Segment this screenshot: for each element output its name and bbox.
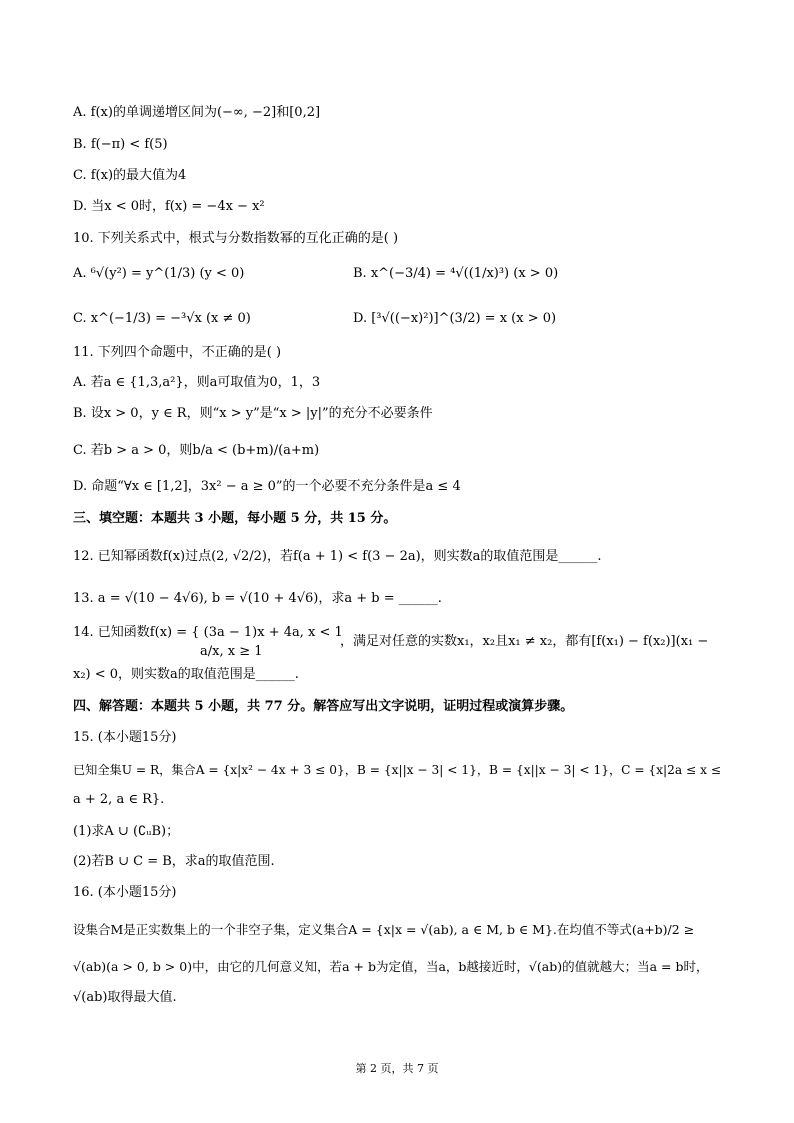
option-b-q11: B. 设x > 0，y ∈ R，则“x > y”是“x > |y|”的充分不必要条件 bbox=[73, 406, 433, 421]
option-c-q11: C. 若b > a > 0，则b/a < (b+m)/(a+m) bbox=[73, 443, 320, 458]
question-14-case-2: a/x, x ≥ 1 bbox=[200, 644, 263, 659]
option-a-q9: A. f(x)的单调递增区间为(−∞, −2]和[0,2] bbox=[73, 105, 321, 120]
question-14-continued: x₂) < 0，则实数a的取值范围是______. bbox=[73, 667, 299, 682]
option-c-q10: C. x^(−1/3) = −³√x (x ≠ 0) bbox=[73, 311, 251, 326]
question-15-stem-cont: a + 2, a ∈ R}. bbox=[73, 792, 165, 807]
option-d-q9: D. 当x < 0时，f(x) = −4x − x² bbox=[73, 199, 265, 214]
question-15-title: 15. (本小题15分) bbox=[73, 730, 177, 745]
question-13: 13. a = √(10 − 4√6), b = √(10 + 4√6)，求a + b = ______. bbox=[73, 591, 442, 606]
question-10: 10. 下列关系式中，根式与分数指数幂的互化正确的是( ) bbox=[73, 231, 399, 246]
question-11: 11. 下列四个命题中，不正确的是( ) bbox=[73, 345, 282, 360]
question-16-stem-cont: √(ab)(a > 0, b > 0)中，由它的几何意义知，若a + b为定值，当a，b越接近时，√(ab)的值就越大；当a = b时， bbox=[73, 959, 709, 974]
option-d-q10: D. [³√((−x)²)]^(3/2) = x (x > 0) bbox=[353, 311, 557, 326]
option-a-q11: A. 若a ∈ {1,3,a²}，则a可取值为0，1，3 bbox=[73, 375, 321, 390]
option-d-q11: D. 命题“∀x ∈ [1,2]，3x² − a ≥ 0”的一个必要不充分条件是a ≤ 4 bbox=[73, 479, 461, 494]
question-15-stem: 已知全集U = R，集合A = {x|x² − 4x + 3 ≤ 0}，B = {x||x − 3| < 1}，B = {x||x − 3| < 1}，C = {x|2a ≤ x ≤ bbox=[73, 763, 722, 777]
question-16-title: 16. (本小题15分) bbox=[73, 885, 177, 900]
question-15-part-2: (2)若B ∪ C = B，求a的取值范围. bbox=[73, 854, 275, 869]
question-14-condition: ，满足对任意的实数x₁，x₂且x₁ ≠ x₂，都有[f(x₁) − f(x₂)](x₁ − bbox=[340, 634, 709, 649]
question-16-stem-end: √(ab)取得最大值. bbox=[73, 990, 177, 1005]
page-footer: 第 2 页，共 7 页 bbox=[355, 1062, 439, 1075]
option-a-q10: A. ⁶√(y²) = y^(1/3) (y < 0) bbox=[73, 266, 245, 281]
option-c-q9: C. f(x)的最大值为4 bbox=[73, 168, 187, 183]
question-14-case-1: 14. 已知函数f(x) = { (3a − 1)x + 4a, x < 1 bbox=[73, 625, 343, 640]
section-solve-heading: 四、解答题：本题共 5 小题，共 77 分。解答应写出文字说明，证明过程或演算步骤。 bbox=[73, 699, 574, 714]
question-16-stem: 设集合M是正实数集上的一个非空子集，定义集合A = {x|x = √(ab), a ∈ M, b ∈ M}.在均值不等式(a+b)/2 ≥ bbox=[73, 922, 695, 937]
question-15-part-1: (1)求A ∪ (∁ᵤB)； bbox=[73, 824, 180, 839]
option-b-q9: B. f(−π) < f(5) bbox=[73, 137, 168, 152]
question-12: 12. 已知幂函数f(x)过点(2, √2/2)，若f(a + 1) < f(3 − 2a)，则实数a的取值范围是______. bbox=[73, 549, 602, 564]
option-b-q10: B. x^(−3/4) = ⁴√((1/x)³) (x > 0) bbox=[353, 266, 559, 281]
section-fill-blank-heading: 三、填空题：本题共 3 小题，每小题 5 分，共 15 分。 bbox=[73, 511, 397, 526]
